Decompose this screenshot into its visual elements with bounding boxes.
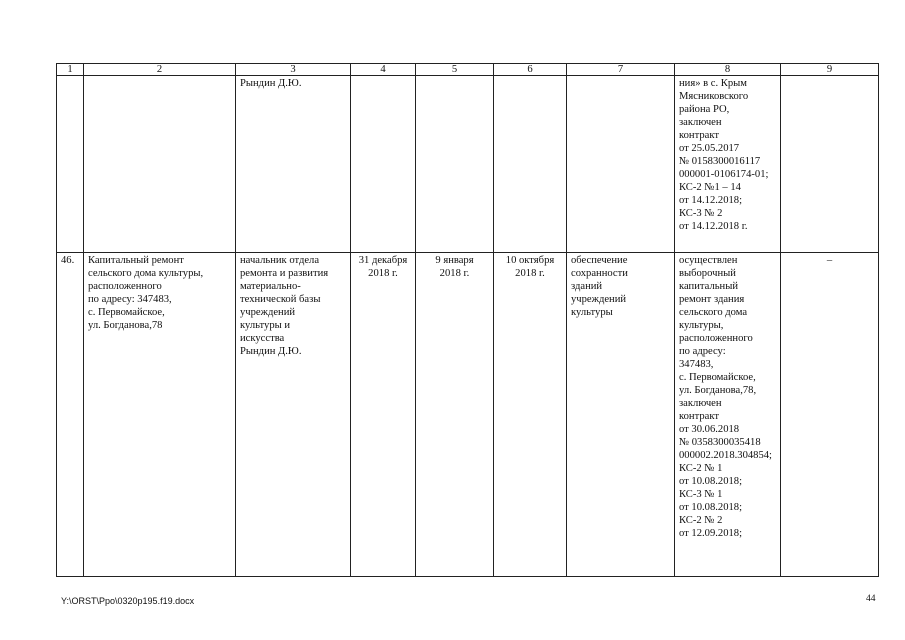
- cell-text-line: 2018 г.: [515, 268, 545, 279]
- cell-text-line: материально-: [240, 281, 301, 292]
- cell-text-line: 2018 г.: [439, 268, 470, 279]
- document-table: [56, 63, 879, 577]
- cell-text-line: 347483,: [679, 359, 714, 370]
- cell-text-line: КС-2 № 2: [679, 515, 723, 526]
- header-cell: 2: [84, 64, 236, 76]
- table-cell: [494, 76, 567, 253]
- cell-text-line: культуры: [571, 307, 613, 318]
- table-cell: [781, 253, 879, 577]
- cell-text-line: Рындин Д.Ю.: [240, 346, 302, 357]
- table-row: [57, 76, 879, 253]
- cell-text-line: сельского дома культуры,: [88, 268, 204, 279]
- table-cell: [675, 253, 781, 577]
- cell-text-line: № 0358300035418: [679, 437, 761, 448]
- cell-text-line: от 14.12.2018 г.: [679, 221, 748, 232]
- cell-text-line: расположенного: [679, 333, 753, 344]
- cell-text-line: от 10.08.2018;: [679, 502, 743, 513]
- header-cell: 6: [494, 64, 567, 76]
- cell-text-line: от 30.06.2018: [679, 424, 740, 435]
- header-cell: 3: [236, 64, 351, 76]
- header-cell: 1: [57, 64, 84, 76]
- table-body: [57, 64, 879, 577]
- cell-text-line: по адресу: 347483,: [88, 294, 172, 305]
- cell-text-line: осуществлен: [679, 255, 738, 266]
- cell-text-line: начальник отдела: [240, 255, 320, 266]
- cell-text-line: заключен: [679, 398, 722, 409]
- table-cell: [567, 76, 675, 253]
- table-row: [57, 253, 879, 577]
- header-cell: 5: [416, 64, 494, 76]
- table-cell: [416, 76, 494, 253]
- footer-file-path: Y:\ORST\Ppo\0320p195.f19.docx: [61, 596, 195, 606]
- cell-text-line: 2018 г.: [368, 268, 398, 279]
- cell-text-line: района РО,: [679, 104, 730, 115]
- cell-text-line: 46.: [61, 255, 75, 266]
- cell-text-line: расположенного: [88, 281, 162, 292]
- cell-text-line: искусства: [240, 333, 285, 344]
- cell-text-line: Рындин Д.Ю.: [240, 78, 302, 89]
- cell-text-line: от 10.08.2018;: [679, 476, 743, 487]
- cell-text-line: 000002.2018.304854;: [679, 450, 772, 461]
- table-cell: [84, 253, 236, 577]
- cell-text-line: –: [826, 255, 833, 266]
- cell-text-line: Мясниковского: [679, 91, 749, 102]
- cell-text-line: ремонт здания: [679, 294, 745, 305]
- table-cell: [57, 253, 84, 577]
- header-cell: 4: [351, 64, 416, 76]
- table-cell: [236, 76, 351, 253]
- cell-text-line: ул. Богданова,78: [88, 320, 163, 331]
- cell-text-line: культуры и: [240, 320, 291, 331]
- cell-text-line: капитальный: [679, 281, 739, 292]
- cell-text-line: 9 января: [435, 255, 474, 266]
- cell-text-line: КС-2 №1 – 14: [679, 182, 741, 193]
- cell-text-line: 10 октября: [505, 255, 555, 266]
- cell-text-line: Капитальный ремонт: [88, 255, 184, 266]
- table-cell: [567, 253, 675, 577]
- cell-text-line: ул. Богданова,78,: [679, 385, 757, 396]
- table-cell: [351, 76, 416, 253]
- cell-text-line: по адресу:: [679, 346, 726, 357]
- cell-text-line: учреждений: [240, 307, 296, 318]
- cell-text-line: сохранности: [571, 268, 628, 279]
- cell-text-line: ния» в с. Крым: [679, 78, 747, 89]
- cell-text-line: сельского дома: [679, 307, 748, 318]
- cell-text-line: 31 декабря: [358, 255, 408, 266]
- cell-text-line: ремонта и развития: [240, 268, 329, 279]
- header-cell: 8: [675, 64, 781, 76]
- table-cell: [351, 253, 416, 577]
- cell-text-line: от 25.05.2017: [679, 143, 740, 154]
- cell-text-line: выборочный: [679, 268, 736, 279]
- table-cell: [236, 253, 351, 577]
- table-cell: [781, 76, 879, 253]
- table-cell: [416, 253, 494, 577]
- cell-text-line: 000001-0106174-01;: [679, 169, 769, 180]
- table-cell: [57, 76, 84, 253]
- header-cell: 7: [567, 64, 675, 76]
- table-cell: [675, 76, 781, 253]
- cell-text-line: № 0158300016117: [679, 156, 761, 167]
- cell-text-line: КС-3 № 1: [679, 489, 723, 500]
- cell-text-line: зданий: [571, 281, 603, 292]
- cell-text-line: с. Первомайское,: [88, 307, 165, 318]
- cell-text-line: от 12.09.2018;: [679, 528, 743, 539]
- cell-text-line: учреждений: [571, 294, 627, 305]
- header-row: [57, 64, 879, 76]
- table-cell: [494, 253, 567, 577]
- header-cell: 9: [781, 64, 879, 76]
- cell-text-line: КС-2 № 1: [679, 463, 723, 474]
- cell-text-line: культуры,: [679, 320, 724, 331]
- table-cell: [84, 76, 236, 253]
- cell-text-line: обеспечение: [571, 255, 628, 266]
- cell-text-line: с. Первомайское,: [679, 372, 756, 383]
- cell-text-line: контракт: [679, 411, 719, 422]
- cell-text-line: КС-3 № 2: [679, 208, 723, 219]
- cell-text-line: технической базы: [240, 294, 321, 305]
- cell-text-line: контракт: [679, 130, 719, 141]
- cell-text-line: заключен: [679, 117, 722, 128]
- footer-page-number: 44: [866, 594, 876, 604]
- cell-text-line: от 14.12.2018;: [679, 195, 743, 206]
